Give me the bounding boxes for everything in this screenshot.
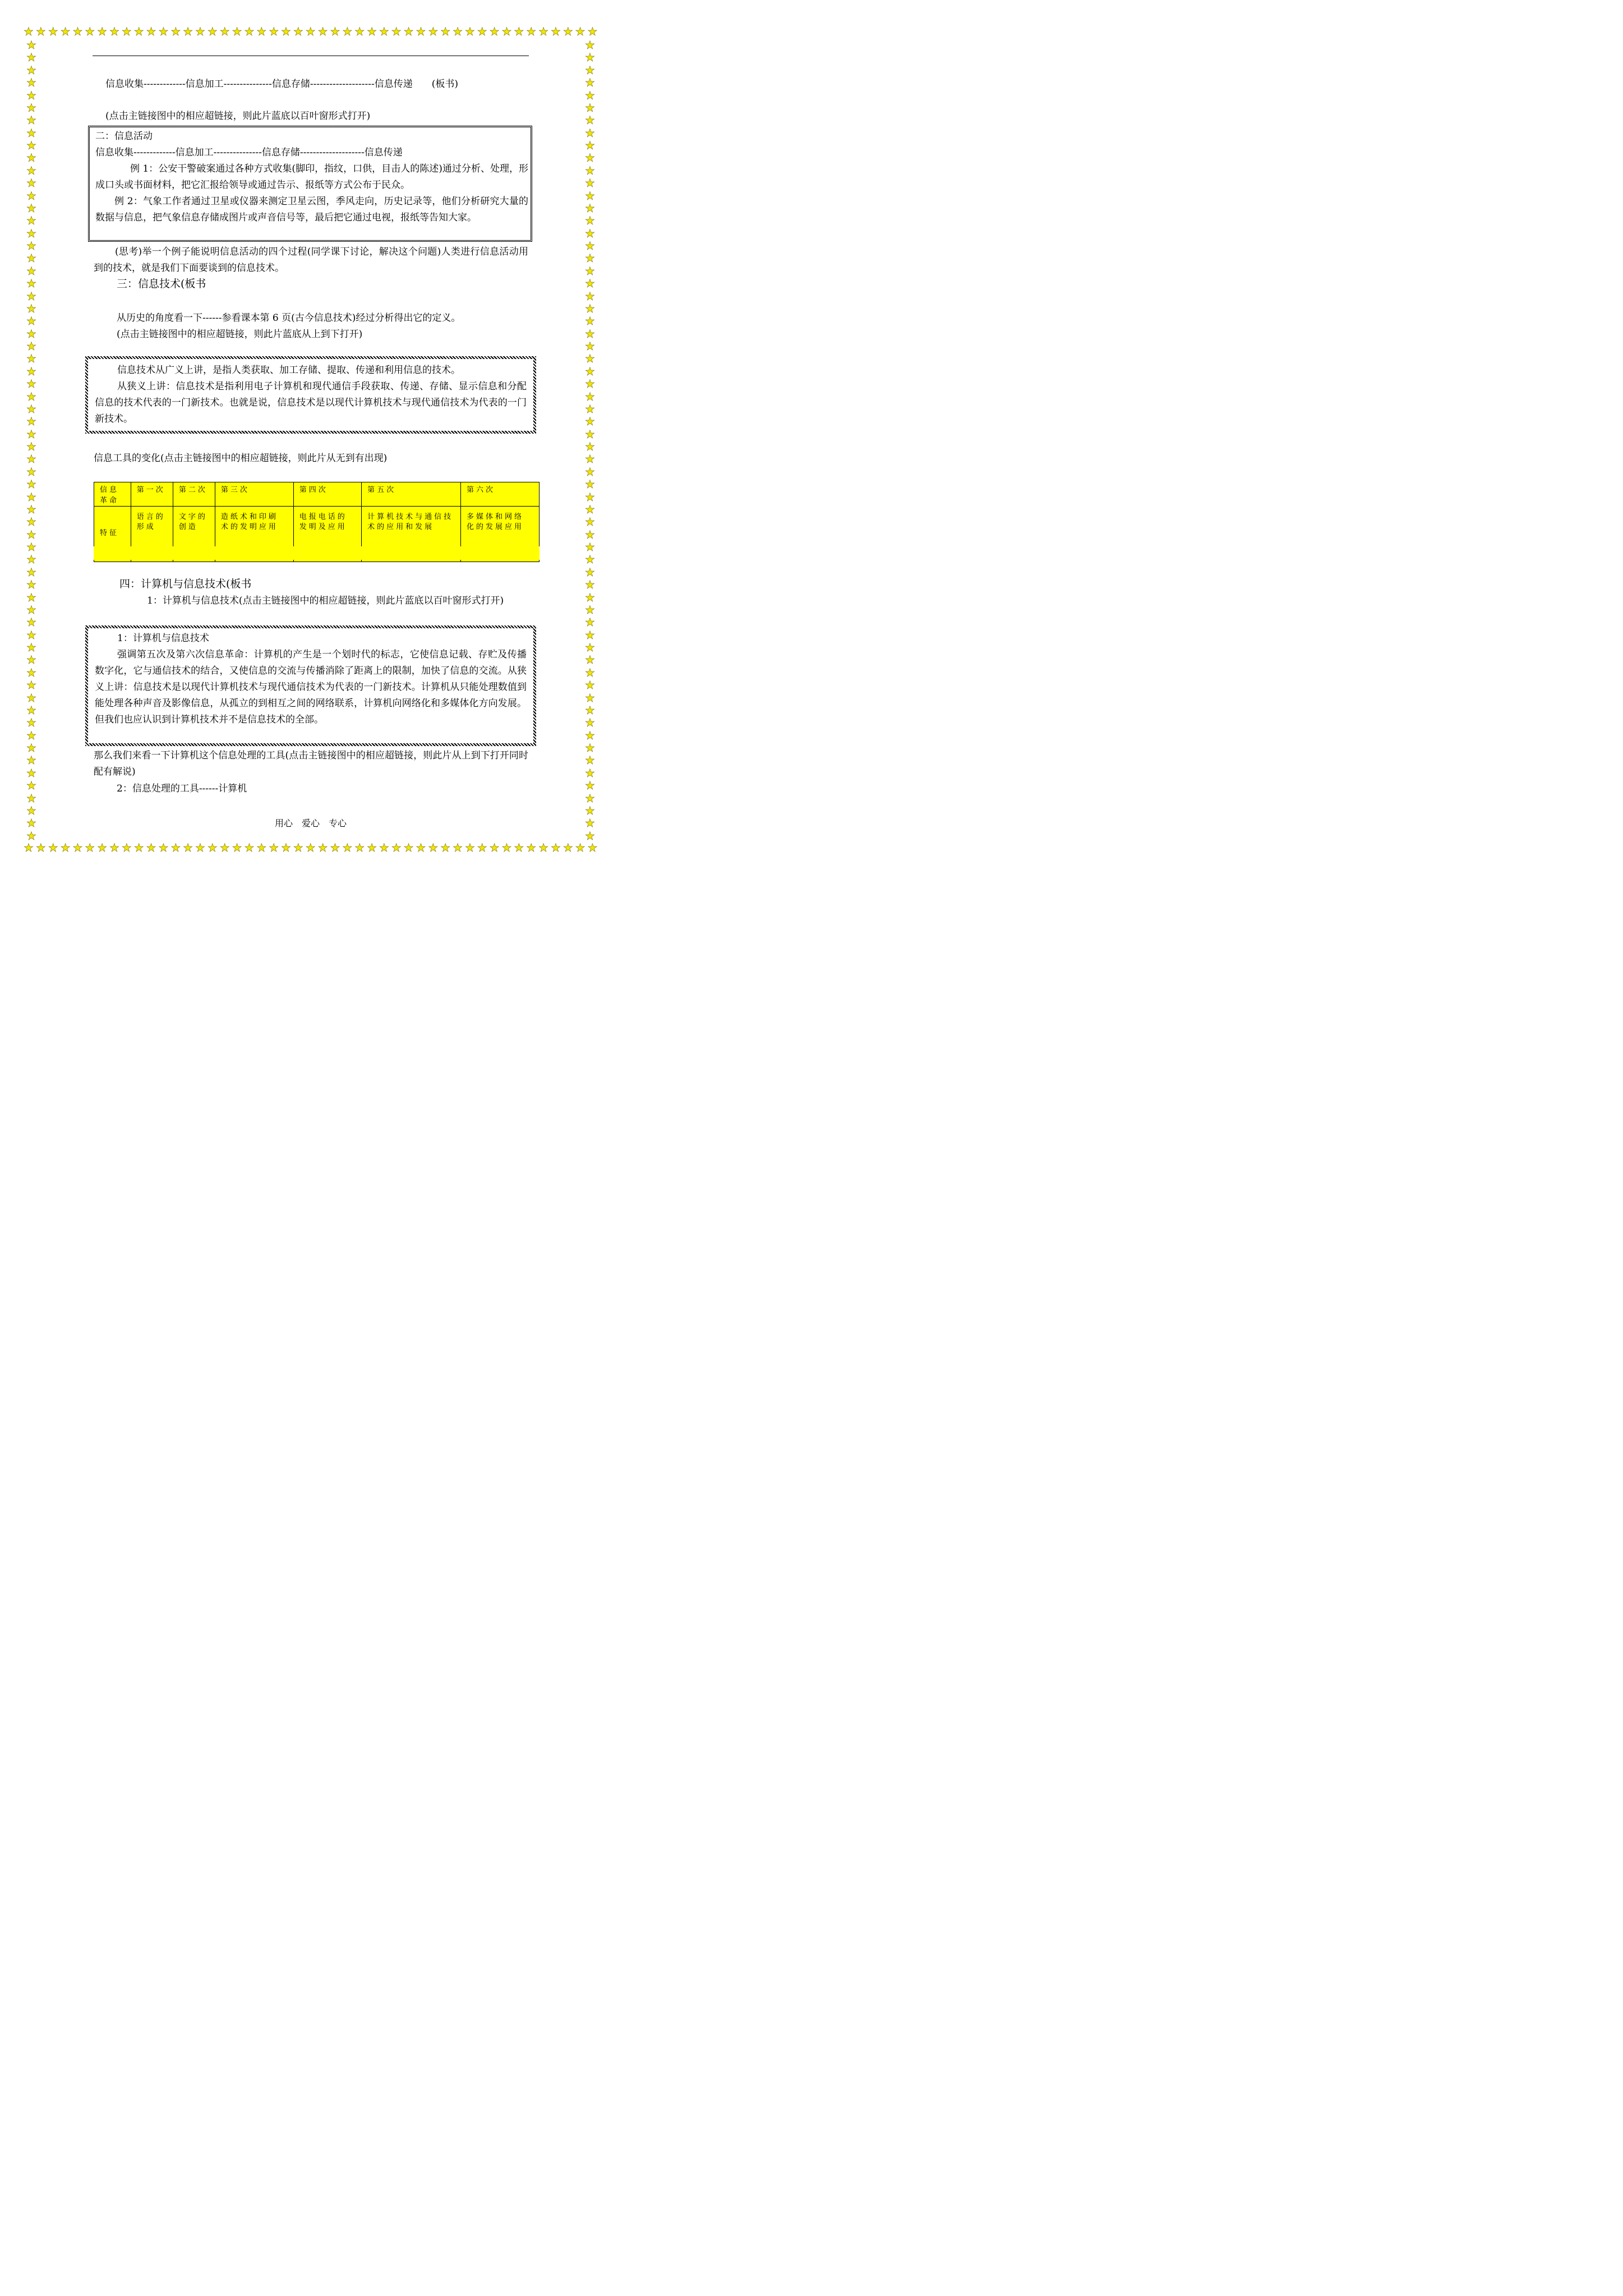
star-icon: ★	[585, 502, 595, 516]
box1-example1: 例 1：公安干警破案通过各种方式收集(脚印，指纹，口供，目击人的陈述)通过分析、处理，形成口头或书面材料，把它汇报给领导或通过告示、报纸等方式公布于民众。	[95, 163, 528, 191]
star-icon: ★	[489, 25, 500, 38]
star-icon: ★	[317, 25, 328, 38]
star-icon: ★	[489, 841, 500, 854]
star-icon: ★	[26, 653, 36, 667]
star-icon: ★	[26, 100, 36, 114]
star-icon: ★	[585, 289, 595, 303]
star-icon: ★	[585, 753, 595, 767]
star-icon: ★	[585, 377, 595, 391]
star-icon: ★	[281, 25, 291, 38]
star-icon: ★	[453, 25, 463, 38]
star-icon: ★	[35, 25, 46, 38]
box3-body: 强调第五次及第六次信息革命：计算机的产生是一个划时代的标志，它使信息记载、存贮及传播数字化，它与通信技术的结合，又使信息的交流与传播消除了距离上的限制，加快了信息的交流。从狭义上讲：信息技术是以现代计算机技术与现代通信技术为代表的一门新技术。计算机从只能处理数值到能处理各种声音及影像信息，从孤立的到相互之间的网络联系，计算机向网络化和多媒体化方向发展。但我们也应认识到计算机技术并不是信息技术的全部。	[95, 649, 527, 725]
star-icon: ★	[330, 25, 340, 38]
star-icon: ★	[269, 25, 279, 38]
note-top-down: (点击主链接图中的相应超链接，则此片蓝底从上到下打开)	[117, 329, 363, 340]
star-icon: ★	[85, 25, 95, 38]
star-icon: ★	[26, 201, 36, 215]
star-icon: ★	[183, 25, 193, 38]
star-icon: ★	[207, 25, 218, 38]
star-icon: ★	[585, 389, 595, 403]
star-icon: ★	[26, 641, 36, 654]
star-icon: ★	[538, 25, 549, 38]
star-icon: ★	[585, 728, 595, 742]
star-icon: ★	[585, 829, 595, 841]
star-icon: ★	[24, 25, 34, 38]
star-icon: ★	[585, 464, 595, 478]
star-border-bottom	[24, 840, 598, 855]
star-icon: ★	[550, 841, 561, 854]
star-icon: ★	[585, 803, 595, 817]
star-icon: ★	[26, 540, 36, 554]
star-icon: ★	[585, 540, 595, 554]
star-icon: ★	[26, 289, 36, 303]
star-icon: ★	[585, 553, 595, 567]
star-icon: ★	[26, 314, 36, 328]
star-icon: ★	[477, 25, 487, 38]
star-icon: ★	[585, 490, 595, 504]
computer-it-box	[85, 625, 536, 746]
star-icon: ★	[60, 841, 71, 854]
star-icon: ★	[195, 25, 205, 38]
star-icon: ★	[354, 25, 365, 38]
star-icon: ★	[85, 841, 95, 854]
star-icon: ★	[585, 76, 595, 90]
star-icon: ★	[585, 779, 595, 793]
star-icon: ★	[367, 25, 377, 38]
star-icon: ★	[26, 277, 36, 291]
note-blinds: (点击主链接图中的相应超链接，则此片蓝底以百叶窗形式打开)	[105, 111, 371, 122]
star-icon: ★	[26, 502, 36, 516]
star-icon: ★	[26, 691, 36, 705]
star-icon: ★	[342, 25, 353, 38]
star-icon: ★	[26, 301, 36, 315]
star-icon: ★	[585, 766, 595, 780]
star-icon: ★	[24, 841, 34, 854]
star-icon: ★	[170, 25, 181, 38]
star-icon: ★	[403, 841, 414, 854]
star-icon: ★	[585, 665, 595, 679]
star-icon: ★	[585, 277, 595, 291]
star-icon: ★	[26, 716, 36, 730]
star-icon: ★	[514, 25, 524, 38]
star-icon: ★	[170, 841, 181, 854]
star-icon: ★	[585, 176, 595, 190]
star-icon: ★	[72, 25, 83, 38]
star-icon: ★	[26, 63, 36, 77]
star-icon: ★	[585, 339, 595, 353]
star-icon: ★	[501, 841, 512, 854]
star-icon: ★	[585, 628, 595, 642]
star-icon: ★	[26, 565, 36, 579]
star-icon: ★	[585, 226, 595, 240]
star-icon: ★	[26, 829, 36, 841]
star-icon: ★	[26, 490, 36, 504]
star-icon: ★	[26, 239, 36, 252]
star-icon: ★	[269, 841, 279, 854]
star-icon: ★	[453, 841, 463, 854]
star-border-right	[582, 39, 598, 841]
star-icon: ★	[26, 326, 36, 341]
star-icon: ★	[256, 25, 267, 38]
star-icon: ★	[342, 841, 353, 854]
table-cell: 特征	[94, 507, 131, 562]
star-icon: ★	[585, 364, 595, 378]
star-icon: ★	[379, 25, 389, 38]
info-activity-box	[88, 126, 532, 242]
star-icon: ★	[183, 841, 193, 854]
star-icon: ★	[26, 452, 36, 466]
table-cell: 电报电话的发明及应用	[293, 507, 361, 562]
star-icon: ★	[146, 841, 156, 854]
star-icon: ★	[26, 753, 36, 767]
star-icon: ★	[26, 527, 36, 541]
star-icon: ★	[232, 25, 242, 38]
star-border-top	[24, 24, 598, 39]
star-icon: ★	[575, 841, 585, 854]
box1-flow: 信息收集-------------信息加工---------------信息存储--------------------信息传递	[95, 147, 403, 158]
star-icon: ★	[244, 841, 255, 854]
star-icon: ★	[585, 214, 595, 228]
think-paragraph: (思考)举一个例子能说明信息活动的四个过程(同学课下讨论，解决这个问题)人类进行信息活动用到的技术，就是我们下面要谈到的信息技术。	[94, 246, 528, 274]
definition-narrow: 从狭义上讲：信息技术是指利用电子计算机和现代通信手段获取、传递、存储、显示信息和分配信息的技术代表的一门新技术。也就是说，信息技术是以现代计算机技术与现代通信技术为代表的一门新技术。	[95, 381, 527, 425]
star-icon: ★	[575, 25, 585, 38]
star-icon: ★	[367, 841, 377, 854]
star-icon: ★	[585, 602, 595, 616]
section4-note: 1：计算机与信息技术(点击主链接图中的相应超链接，则此片蓝底以百叶窗形式打开)	[147, 595, 504, 606]
star-icon: ★	[585, 703, 595, 717]
star-icon: ★	[26, 264, 36, 278]
star-icon: ★	[26, 339, 36, 353]
sub2-line: 2：信息处理的工具------计算机	[117, 783, 247, 794]
star-icon: ★	[219, 25, 230, 38]
table-header-cell: 第六次	[461, 482, 540, 507]
star-icon: ★	[403, 25, 414, 38]
star-icon: ★	[244, 25, 255, 38]
star-icon: ★	[26, 214, 36, 228]
star-icon: ★	[585, 615, 595, 629]
footer-motto: 用心 爱心 专心	[274, 818, 347, 829]
star-icon: ★	[26, 163, 36, 177]
star-icon: ★	[501, 25, 512, 38]
star-icon: ★	[416, 841, 426, 854]
star-icon: ★	[585, 653, 595, 667]
star-icon: ★	[585, 527, 595, 541]
table-yellow-strip	[94, 546, 540, 560]
star-icon: ★	[585, 352, 595, 366]
star-icon: ★	[72, 841, 83, 854]
star-icon: ★	[379, 841, 389, 854]
star-icon: ★	[26, 578, 36, 592]
star-icon: ★	[305, 25, 316, 38]
star-icon: ★	[585, 251, 595, 265]
star-icon: ★	[109, 25, 119, 38]
box1-heading: 二：信息活动	[95, 131, 153, 142]
star-icon: ★	[585, 816, 595, 830]
star-icon: ★	[585, 201, 595, 215]
star-icon: ★	[585, 641, 595, 654]
star-icon: ★	[26, 464, 36, 478]
star-icon: ★	[330, 841, 340, 854]
star-icon: ★	[97, 25, 108, 38]
star-icon: ★	[428, 25, 439, 38]
star-icon: ★	[585, 113, 595, 127]
table-header-cell: 第二次	[173, 482, 215, 507]
star-icon: ★	[585, 477, 595, 491]
star-icon: ★	[585, 264, 595, 278]
star-icon: ★	[256, 841, 267, 854]
section4-title: 四：计算机与信息技术(板书	[119, 578, 252, 590]
star-icon: ★	[26, 615, 36, 629]
table-header-cell: 第三次	[215, 482, 293, 507]
star-icon: ★	[585, 139, 595, 152]
star-icon: ★	[109, 841, 119, 854]
star-icon: ★	[26, 139, 36, 152]
star-icon: ★	[585, 50, 595, 65]
star-icon: ★	[26, 741, 36, 754]
star-icon: ★	[26, 703, 36, 717]
star-icon: ★	[440, 841, 451, 854]
star-icon: ★	[585, 590, 595, 604]
star-icon: ★	[585, 515, 595, 529]
star-icon: ★	[587, 841, 598, 854]
star-icon: ★	[526, 25, 537, 38]
star-icon: ★	[26, 39, 36, 52]
star-icon: ★	[26, 728, 36, 742]
star-icon: ★	[585, 565, 595, 579]
star-icon: ★	[97, 841, 108, 854]
star-icon: ★	[550, 25, 561, 38]
table-cell: 文字的创造	[173, 507, 215, 562]
star-icon: ★	[26, 427, 36, 441]
star-icon: ★	[60, 25, 71, 38]
star-icon: ★	[585, 126, 595, 140]
star-icon: ★	[195, 841, 205, 854]
history-line: 从历史的角度看一下------参看课本第 6 页(古今信息技术)经过分析得出它的定义。	[117, 312, 461, 324]
star-icon: ★	[26, 816, 36, 830]
star-icon: ★	[26, 402, 36, 416]
star-icon: ★	[26, 113, 36, 127]
star-icon: ★	[26, 352, 36, 366]
star-icon: ★	[477, 841, 487, 854]
star-icon: ★	[585, 100, 595, 114]
star-icon: ★	[585, 402, 595, 416]
star-icon: ★	[26, 678, 36, 692]
star-icon: ★	[26, 553, 36, 567]
star-icon: ★	[587, 25, 598, 38]
star-icon: ★	[158, 25, 169, 38]
star-icon: ★	[26, 791, 36, 805]
table-cell: 造纸术和印刷术的发明应用	[215, 507, 293, 562]
table-header-row	[94, 482, 540, 507]
star-icon: ★	[585, 440, 595, 453]
star-icon: ★	[585, 314, 595, 328]
star-icon: ★	[26, 665, 36, 679]
star-icon: ★	[207, 841, 218, 854]
star-icon: ★	[585, 678, 595, 692]
star-icon: ★	[133, 841, 144, 854]
star-icon: ★	[585, 415, 595, 429]
star-icon: ★	[26, 440, 36, 453]
table-header-cell: 第四次	[293, 482, 361, 507]
table-header-cell: 第五次	[362, 482, 461, 507]
star-icon: ★	[305, 841, 316, 854]
star-icon: ★	[585, 716, 595, 730]
star-icon: ★	[440, 25, 451, 38]
star-icon: ★	[26, 176, 36, 190]
star-icon: ★	[391, 841, 402, 854]
star-icon: ★	[26, 779, 36, 793]
star-icon: ★	[391, 25, 402, 38]
star-icon: ★	[158, 841, 169, 854]
table-header-cell: 第一次	[131, 482, 173, 507]
star-icon: ★	[354, 841, 365, 854]
activity-flow-line: 信息收集-------------信息加工---------------信息存储--------------------信息传递 (板书)	[105, 79, 458, 90]
star-border-left	[24, 39, 39, 841]
star-icon: ★	[585, 151, 595, 165]
star-icon: ★	[121, 25, 132, 38]
table-cell: 计算机技术与通信技术的应用和发展	[362, 507, 461, 562]
star-icon: ★	[26, 364, 36, 378]
star-icon: ★	[26, 415, 36, 429]
table-cell: 语言的形成	[131, 507, 173, 562]
star-icon: ★	[416, 25, 426, 38]
star-icon: ★	[585, 691, 595, 705]
star-icon: ★	[585, 163, 595, 177]
star-icon: ★	[26, 602, 36, 616]
table-cell: 多媒体和网络化的发展应用	[461, 507, 540, 562]
definition-broad: 信息技术从广义上讲，是指人类获取、加工存储、提取、传递和利用信息的技术。	[117, 365, 460, 376]
after-box3-paragraph: 那么我们来看一下计算机这个信息处理的工具(点击主链接图中的相应超链接，则此片从上到下打开同时配有解说)	[94, 750, 528, 777]
star-icon: ★	[35, 841, 46, 854]
star-icon: ★	[146, 25, 156, 38]
star-icon: ★	[562, 841, 573, 854]
star-icon: ★	[26, 766, 36, 780]
star-icon: ★	[562, 25, 573, 38]
star-icon: ★	[293, 841, 303, 854]
star-icon: ★	[428, 841, 439, 854]
definition-box	[85, 356, 536, 434]
star-icon: ★	[585, 578, 595, 592]
star-icon: ★	[26, 88, 36, 102]
star-icon: ★	[26, 151, 36, 165]
star-icon: ★	[464, 841, 475, 854]
star-icon: ★	[585, 791, 595, 805]
star-icon: ★	[26, 803, 36, 817]
star-icon: ★	[26, 188, 36, 203]
star-icon: ★	[26, 226, 36, 240]
star-icon: ★	[538, 841, 549, 854]
star-icon: ★	[26, 389, 36, 403]
star-icon: ★	[585, 188, 595, 203]
star-icon: ★	[514, 841, 524, 854]
table-header-cell: 信息革命	[94, 482, 131, 507]
star-icon: ★	[585, 301, 595, 315]
star-icon: ★	[26, 590, 36, 604]
star-icon: ★	[585, 427, 595, 441]
star-icon: ★	[585, 326, 595, 341]
star-icon: ★	[26, 377, 36, 391]
star-icon: ★	[26, 628, 36, 642]
star-icon: ★	[26, 515, 36, 529]
star-icon: ★	[26, 477, 36, 491]
star-icon: ★	[219, 841, 230, 854]
tools-note: 信息工具的变化(点击主链接图中的相应超链接，则此片从无到有出现)	[94, 453, 388, 464]
section3-title: 三：信息技术(板书	[117, 278, 206, 290]
star-icon: ★	[585, 39, 595, 52]
star-icon: ★	[232, 841, 242, 854]
star-icon: ★	[121, 841, 132, 854]
star-icon: ★	[526, 841, 537, 854]
star-icon: ★	[133, 25, 144, 38]
star-icon: ★	[585, 88, 595, 102]
star-icon: ★	[464, 25, 475, 38]
star-icon: ★	[585, 452, 595, 466]
star-icon: ★	[281, 841, 291, 854]
star-icon: ★	[48, 25, 58, 38]
star-icon: ★	[585, 63, 595, 77]
star-icon: ★	[26, 251, 36, 265]
star-icon: ★	[26, 126, 36, 140]
star-icon: ★	[317, 841, 328, 854]
box3-heading: 1：计算机与信息技术	[117, 633, 209, 644]
star-icon: ★	[293, 25, 303, 38]
star-icon: ★	[48, 841, 58, 854]
star-icon: ★	[26, 76, 36, 90]
box1-example2: 例 2：气象工作者通过卫星或仪器来测定卫星云图，季风走向，历史记录等，他们分析研究大量的数据与信息，把气象信息存储成图片或声音信号等，最后把它通过电视，报纸等告知大家。	[95, 196, 528, 223]
star-icon: ★	[585, 741, 595, 754]
star-icon: ★	[585, 239, 595, 252]
star-icon: ★	[26, 50, 36, 65]
